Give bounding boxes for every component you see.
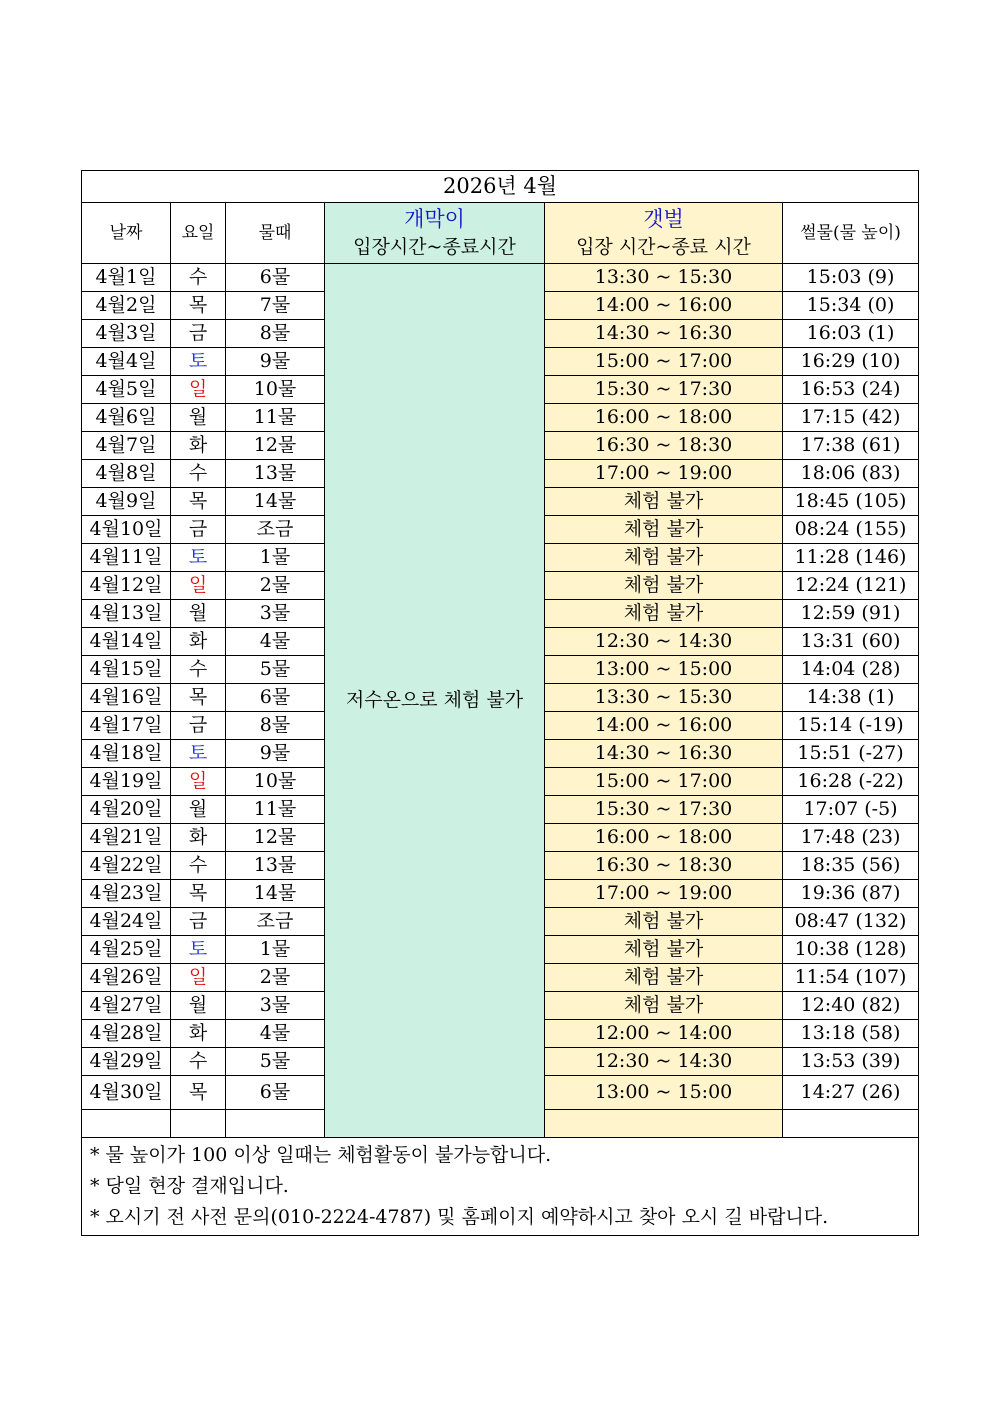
ebb-cell: 14:38 (1) [783,684,919,712]
ebb-cell: 11:28 (146) [783,544,919,572]
blank-cell [226,1110,325,1138]
gaetbeol-time-cell: 15:30 ~ 17:30 [545,376,783,404]
gaetbeol-time-cell: 체험 불가 [545,516,783,544]
header-gaetbeol [545,203,783,264]
tide-cell: 14물 [226,880,325,908]
ebb-cell: 15:34 (0) [783,292,919,320]
table-row [82,264,919,292]
weekday-cell: 화 [171,824,226,852]
gaetbeol-time-cell: 13:00 ~ 15:00 [545,656,783,684]
tide-cell: 조금 [226,516,325,544]
weekday-cell: 금 [171,712,226,740]
weekday-cell: 일 [171,572,226,600]
ebb-cell: 16:28 (-22) [783,768,919,796]
gaetbeol-time-cell: 17:00 ~ 19:00 [545,880,783,908]
gaetbeol-time-cell: 16:00 ~ 18:00 [545,404,783,432]
tide-cell: 8물 [226,712,325,740]
date-cell: 4월15일 [82,656,171,684]
date-cell: 4월26일 [82,964,171,992]
date-cell: 4월17일 [82,712,171,740]
weekday-cell: 수 [171,656,226,684]
tide-cell: 1물 [226,936,325,964]
date-cell: 4월28일 [82,1020,171,1048]
date-cell: 4월24일 [82,908,171,936]
tide-cell: 12물 [226,432,325,460]
gaetbeol-time-cell: 체험 불가 [545,488,783,516]
date-cell: 4월4일 [82,348,171,376]
gaetbeol-time-cell: 13:30 ~ 15:30 [545,684,783,712]
weekday-cell: 월 [171,600,226,628]
ebb-cell: 12:40 (82) [783,992,919,1020]
weekday-cell: 목 [171,488,226,516]
weekday-cell: 목 [171,292,226,320]
weekday-cell: 일 [171,376,226,404]
ebb-cell: 14:27 (26) [783,1076,919,1110]
gaetbeol-time-cell: 16:30 ~ 18:30 [545,852,783,880]
weekday-cell: 토 [171,544,226,572]
gaetbeol-time-cell: 14:30 ~ 16:30 [545,320,783,348]
date-cell: 4월23일 [82,880,171,908]
weekday-cell: 화 [171,432,226,460]
date-cell: 4월6일 [82,404,171,432]
weekday-cell: 일 [171,964,226,992]
header-weekday: 요일 [171,203,226,264]
ebb-cell: 10:38 (128) [783,936,919,964]
ebb-cell: 17:48 (23) [783,824,919,852]
header-ebb: 썰물(물 높이) [783,203,919,264]
notes-cell [82,1138,919,1236]
blank-cell [783,1110,919,1138]
gaemaki-status-cell: 저수온으로 체험 불가 [325,264,545,1138]
weekday-cell: 목 [171,880,226,908]
ebb-cell: 16:53 (24) [783,376,919,404]
note-line: * 당일 현장 결재입니다. [90,1175,289,1197]
date-cell: 4월7일 [82,432,171,460]
ebb-cell: 12:59 (91) [783,600,919,628]
ebb-cell: 15:03 (9) [783,264,919,292]
tide-cell: 2물 [226,572,325,600]
date-cell: 4월21일 [82,824,171,852]
weekday-cell: 목 [171,1076,226,1110]
gaetbeol-time-cell: 체험 불가 [545,964,783,992]
tide-cell: 12물 [226,824,325,852]
tide-cell: 11물 [226,796,325,824]
ebb-cell: 13:53 (39) [783,1048,919,1076]
gaetbeol-time-cell: 14:30 ~ 16:30 [545,740,783,768]
gaetbeol-time-cell: 15:30 ~ 17:30 [545,796,783,824]
ebb-cell: 17:07 (-5) [783,796,919,824]
header-gaetbeol-sub: 입장 시간~종료 시간 [576,236,751,258]
gaetbeol-time-cell: 체험 불가 [545,936,783,964]
tide-cell: 6물 [226,684,325,712]
ebb-cell: 17:15 (42) [783,404,919,432]
date-cell: 4월2일 [82,292,171,320]
weekday-cell: 수 [171,264,226,292]
header-gaemaki-title: 개막이 [404,207,465,231]
tide-cell: 3물 [226,600,325,628]
ebb-cell: 18:06 (83) [783,460,919,488]
date-cell: 4월19일 [82,768,171,796]
gaetbeol-time-cell: 12:30 ~ 14:30 [545,628,783,656]
gaetbeol-time-cell: 15:00 ~ 17:00 [545,768,783,796]
ebb-cell: 15:14 (-19) [783,712,919,740]
date-cell: 4월9일 [82,488,171,516]
header-date: 날짜 [82,203,171,264]
tide-schedule-table [81,170,919,1236]
ebb-cell: 17:38 (61) [783,432,919,460]
weekday-cell: 수 [171,852,226,880]
gaetbeol-time-cell: 15:00 ~ 17:00 [545,348,783,376]
weekday-cell: 토 [171,348,226,376]
gaetbeol-time-cell: 14:00 ~ 16:00 [545,292,783,320]
date-cell: 4월20일 [82,796,171,824]
ebb-cell: 18:35 (56) [783,852,919,880]
gaetbeol-time-cell: 13:30 ~ 15:30 [545,264,783,292]
tide-cell: 7물 [226,292,325,320]
date-cell: 4월29일 [82,1048,171,1076]
blank-cell [171,1110,226,1138]
tide-cell: 9물 [226,348,325,376]
date-cell: 4월13일 [82,600,171,628]
tide-cell: 6물 [226,264,325,292]
date-cell: 4월30일 [82,1076,171,1110]
weekday-cell: 일 [171,768,226,796]
ebb-cell: 16:29 (10) [783,348,919,376]
gaetbeol-time-cell: 13:00 ~ 15:00 [545,1076,783,1110]
weekday-cell: 금 [171,320,226,348]
note-line: * 물 높이가 100 이상 일때는 체험활동이 불가능합니다. [90,1144,552,1166]
table-title: 2026년 4월 [82,171,919,203]
weekday-cell: 금 [171,908,226,936]
weekday-cell: 수 [171,460,226,488]
weekday-cell: 월 [171,796,226,824]
gaetbeol-time-cell: 16:00 ~ 18:00 [545,824,783,852]
ebb-cell: 08:47 (132) [783,908,919,936]
tide-cell: 8물 [226,320,325,348]
tide-cell: 5물 [226,656,325,684]
ebb-cell: 16:03 (1) [783,320,919,348]
gaetbeol-time-cell: 12:30 ~ 14:30 [545,1048,783,1076]
date-cell: 4월10일 [82,516,171,544]
header-gaemaki-sub: 입장시간~종료시간 [353,236,516,258]
ebb-cell: 13:18 (58) [783,1020,919,1048]
tide-cell: 10물 [226,768,325,796]
date-cell: 4월18일 [82,740,171,768]
gaetbeol-time-cell: 17:00 ~ 19:00 [545,460,783,488]
gaetbeol-time-cell: 16:30 ~ 18:30 [545,432,783,460]
weekday-cell: 화 [171,628,226,656]
ebb-cell: 08:24 (155) [783,516,919,544]
weekday-cell: 토 [171,740,226,768]
weekday-cell: 월 [171,404,226,432]
notes-row [82,1138,919,1236]
weekday-cell: 목 [171,684,226,712]
header-gaetbeol-title: 갯벌 [643,207,684,231]
ebb-cell: 13:31 (60) [783,628,919,656]
blank-cell [545,1110,783,1138]
date-cell: 4월12일 [82,572,171,600]
date-cell: 4월5일 [82,376,171,404]
ebb-cell: 14:04 (28) [783,656,919,684]
ebb-cell: 12:24 (121) [783,572,919,600]
gaetbeol-time-cell: 14:00 ~ 16:00 [545,712,783,740]
gaetbeol-time-cell: 체험 불가 [545,600,783,628]
weekday-cell: 금 [171,516,226,544]
tide-cell: 5물 [226,1048,325,1076]
date-cell: 4월8일 [82,460,171,488]
date-cell: 4월22일 [82,852,171,880]
tide-cell: 13물 [226,460,325,488]
tide-cell: 4물 [226,1020,325,1048]
ebb-cell: 18:45 (105) [783,488,919,516]
date-cell: 4월27일 [82,992,171,1020]
tide-cell: 조금 [226,908,325,936]
gaetbeol-time-cell: 체험 불가 [545,908,783,936]
weekday-cell: 수 [171,1048,226,1076]
ebb-cell: 11:54 (107) [783,964,919,992]
tide-cell: 1물 [226,544,325,572]
weekday-cell: 화 [171,1020,226,1048]
ebb-cell: 15:51 (-27) [783,740,919,768]
gaetbeol-time-cell: 12:00 ~ 14:00 [545,1020,783,1048]
gaetbeol-time-cell: 체험 불가 [545,572,783,600]
tide-cell: 14물 [226,488,325,516]
date-cell: 4월11일 [82,544,171,572]
ebb-cell: 19:36 (87) [783,880,919,908]
date-cell: 4월25일 [82,936,171,964]
tide-cell: 13물 [226,852,325,880]
date-cell: 4월3일 [82,320,171,348]
tide-cell: 4물 [226,628,325,656]
gaetbeol-time-cell: 체험 불가 [545,992,783,1020]
header-gaemaki [325,203,545,264]
weekday-cell: 토 [171,936,226,964]
tide-cell: 6물 [226,1076,325,1110]
date-cell: 4월14일 [82,628,171,656]
date-cell: 4월16일 [82,684,171,712]
tide-cell: 2물 [226,964,325,992]
gaetbeol-time-cell: 체험 불가 [545,544,783,572]
header-tide: 물때 [226,203,325,264]
blank-cell [82,1110,171,1138]
tide-cell: 3물 [226,992,325,1020]
tide-cell: 9물 [226,740,325,768]
weekday-cell: 월 [171,992,226,1020]
tide-cell: 11물 [226,404,325,432]
date-cell: 4월1일 [82,264,171,292]
tide-cell: 10물 [226,376,325,404]
note-line: * 오시기 전 사전 문의(010-2224-4787) 및 홈페이지 예약하시고 찾아 오시 길 바랍니다. [90,1206,829,1228]
